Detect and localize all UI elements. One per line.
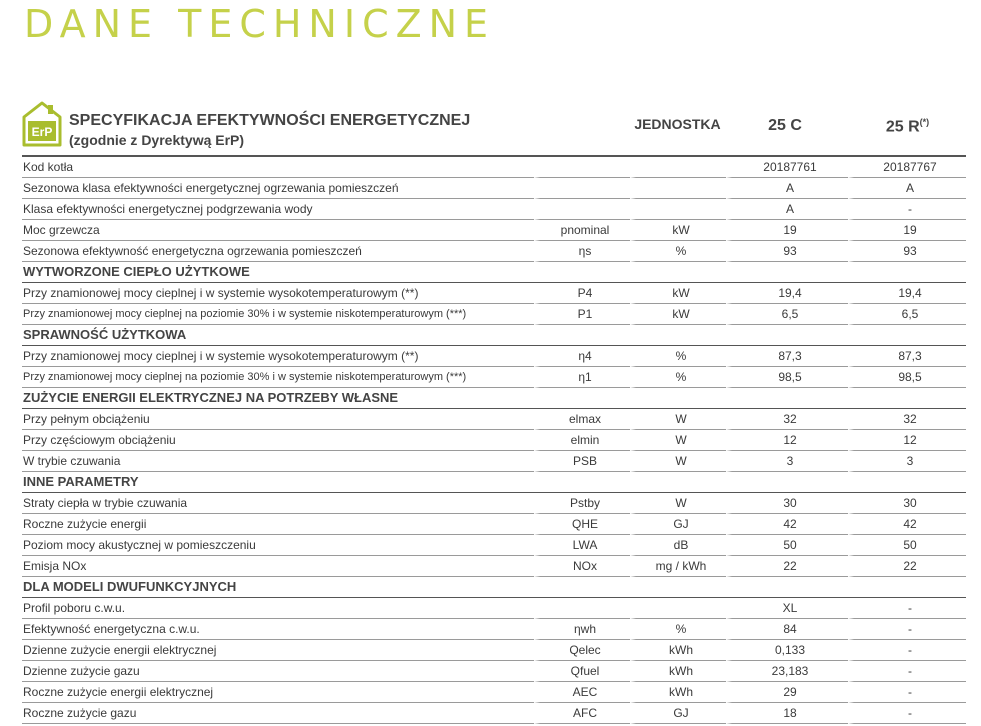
row-symbol [534, 178, 630, 199]
row-unit: kWh [630, 661, 726, 682]
row-value-25c: 0,133 [726, 640, 848, 661]
row-label: Kod kotła [22, 157, 534, 178]
row-value-25r: 87,3 [848, 346, 966, 367]
table-row [22, 220, 966, 241]
column-header-model-25c: 25 C [768, 117, 802, 134]
table-row [22, 514, 966, 535]
row-unit: kW [630, 304, 726, 325]
row-value-25c: 20187761 [726, 157, 848, 178]
row-label: Poziom mocy akustycznej w pomieszczeniu [22, 535, 534, 556]
row-value-25r: 50 [848, 535, 966, 556]
table-row [22, 451, 966, 472]
section-title: ZUŻYCIE ENERGII ELEKTRYCZNEJ NA POTRZEBY WŁASNE [22, 388, 966, 409]
row-value-25r: - [848, 199, 966, 220]
row-value-25r: - [848, 703, 966, 724]
row-symbol: P1 [534, 304, 630, 325]
row-symbol: AEC [534, 682, 630, 703]
row-symbol: NOx [534, 556, 630, 577]
row-value-25r: 12 [848, 430, 966, 451]
row-value-25r: 19,4 [848, 283, 966, 304]
row-unit: % [630, 367, 726, 388]
page-title: DANE TECHNICZNE [24, 2, 496, 46]
section-header-row [22, 325, 966, 346]
row-unit: kW [630, 283, 726, 304]
row-label: Przy znamionowej mocy cieplnej na poziomie 30% i w systemie niskotemperaturowym (***) [22, 304, 534, 325]
row-symbol [534, 157, 630, 178]
row-value-25c: 3 [726, 451, 848, 472]
row-symbol: elmax [534, 409, 630, 430]
model-25r-footnote: (*) [919, 117, 930, 127]
spec-table [22, 155, 966, 724]
row-value-25r: 22 [848, 556, 966, 577]
row-value-25c: 19,4 [726, 283, 848, 304]
row-unit: W [630, 430, 726, 451]
table-row [22, 178, 966, 199]
row-value-25r: - [848, 661, 966, 682]
row-symbol: pnominal [534, 220, 630, 241]
row-label: Efektywność energetyczna c.w.u. [22, 619, 534, 640]
row-value-25c: A [726, 199, 848, 220]
column-header-model-25r [850, 117, 965, 136]
row-unit: W [630, 451, 726, 472]
row-unit: % [630, 241, 726, 262]
table-row [22, 430, 966, 451]
row-symbol: QHE [534, 514, 630, 535]
row-value-25c: 12 [726, 430, 848, 451]
row-value-25c: A [726, 178, 848, 199]
row-symbol [534, 598, 630, 619]
row-value-25c: 23,183 [726, 661, 848, 682]
spec-table-body [22, 157, 966, 724]
row-label: Roczne zużycie energii [22, 514, 534, 535]
spec-title: SPECYFIKACJA EFEKTYWNOŚCI ENERGETYCZNEJ [69, 112, 471, 129]
row-value-25c: 50 [726, 535, 848, 556]
row-value-25r: - [848, 598, 966, 619]
row-value-25c: 32 [726, 409, 848, 430]
row-value-25r: 93 [848, 241, 966, 262]
row-value-25r: A [848, 178, 966, 199]
row-value-25r: 30 [848, 493, 966, 514]
row-label: Straty ciepła w trybie czuwania [22, 493, 534, 514]
row-symbol: ηs [534, 241, 630, 262]
row-value-25r: 42 [848, 514, 966, 535]
row-symbol: η4 [534, 346, 630, 367]
row-label: Przy znamionowej mocy cieplnej na poziomie 30% i w systemie niskotemperaturowym (***) [22, 367, 534, 388]
row-label: Dzienne zużycie gazu [22, 661, 534, 682]
section-title: INNE PARAMETRY [22, 472, 966, 493]
row-value-25c: 18 [726, 703, 848, 724]
section-header-row [22, 577, 966, 598]
row-value-25r: 3 [848, 451, 966, 472]
row-unit: kWh [630, 682, 726, 703]
erp-logo-text: ErP [31, 125, 53, 139]
row-value-25r: - [848, 619, 966, 640]
row-label: W trybie czuwania [22, 451, 534, 472]
row-value-25r: - [848, 682, 966, 703]
row-value-25c: 87,3 [726, 346, 848, 367]
row-unit [630, 598, 726, 619]
row-value-25c: 98,5 [726, 367, 848, 388]
section-header-row [22, 262, 966, 283]
row-unit [630, 178, 726, 199]
row-symbol: η1 [534, 367, 630, 388]
section-header-row [22, 388, 966, 409]
row-symbol: AFC [534, 703, 630, 724]
row-value-25c: 6,5 [726, 304, 848, 325]
row-symbol: P4 [534, 283, 630, 304]
row-symbol [534, 199, 630, 220]
row-unit: kWh [630, 640, 726, 661]
table-row [22, 556, 966, 577]
table-row [22, 619, 966, 640]
row-unit: W [630, 493, 726, 514]
row-value-25c: 22 [726, 556, 848, 577]
row-label: Emisja NOx [22, 556, 534, 577]
table-row [22, 598, 966, 619]
row-unit [630, 157, 726, 178]
row-symbol: PSB [534, 451, 630, 472]
table-row [22, 157, 966, 178]
row-unit: GJ [630, 514, 726, 535]
row-unit: mg / kWh [630, 556, 726, 577]
row-value-25r: 20187767 [848, 157, 966, 178]
row-label: Przy znamionowej mocy cieplnej i w systemie wysokotemperaturowym (**) [22, 346, 534, 367]
row-value-25c: 30 [726, 493, 848, 514]
row-unit: dB [630, 535, 726, 556]
row-label: Sezonowa klasa efektywności energetycznej ogrzewania pomieszczeń [22, 178, 534, 199]
row-label: Przy pełnym obciążeniu [22, 409, 534, 430]
table-row [22, 493, 966, 514]
row-value-25c: 93 [726, 241, 848, 262]
section-title: SPRAWNOŚĆ UŻYTKOWA [22, 325, 966, 346]
row-value-25c: XL [726, 598, 848, 619]
row-unit: kW [630, 220, 726, 241]
row-label: Moc grzewcza [22, 220, 534, 241]
row-label: Roczne zużycie gazu [22, 703, 534, 724]
row-label: Klasa efektywności energetycznej podgrzewania wody [22, 199, 534, 220]
row-value-25r: - [848, 640, 966, 661]
row-unit: % [630, 346, 726, 367]
table-row [22, 346, 966, 367]
row-symbol: elmin [534, 430, 630, 451]
table-row [22, 409, 966, 430]
row-label: Przy znamionowej mocy cieplnej i w systemie wysokotemperaturowym (**) [22, 283, 534, 304]
row-symbol: Qelec [534, 640, 630, 661]
row-unit: GJ [630, 703, 726, 724]
row-value-25r: 6,5 [848, 304, 966, 325]
row-label: Roczne zużycie energii elektrycznej [22, 682, 534, 703]
table-row [22, 304, 966, 325]
table-row [22, 703, 966, 724]
row-value-25c: 42 [726, 514, 848, 535]
column-header-unit: JEDNOSTKA [634, 116, 721, 132]
section-title: WYTWORZONE CIEPŁO UŻYTKOWE [22, 262, 966, 283]
table-row [22, 682, 966, 703]
section-title: DLA MODELI DWUFUNKCYJNYCH [22, 577, 966, 598]
table-row [22, 283, 966, 304]
row-value-25c: 19 [726, 220, 848, 241]
row-value-25r: 19 [848, 220, 966, 241]
row-unit: % [630, 619, 726, 640]
row-symbol: Pstby [534, 493, 630, 514]
table-row [22, 661, 966, 682]
model-25r-label: 25 R [885, 118, 920, 136]
table-row [22, 367, 966, 388]
row-value-25r: 32 [848, 409, 966, 430]
row-unit: W [630, 409, 726, 430]
table-row [22, 535, 966, 556]
table-row [22, 241, 966, 262]
row-label: Profil poboru c.w.u. [22, 598, 534, 619]
table-row [22, 640, 966, 661]
row-label: Dzienne zużycie energii elektrycznej [22, 640, 534, 661]
table-row [22, 199, 966, 220]
row-label: Przy częściowym obciążeniu [22, 430, 534, 451]
erp-house-icon [22, 101, 62, 147]
section-header-row [22, 472, 966, 493]
row-value-25c: 84 [726, 619, 848, 640]
row-unit [630, 199, 726, 220]
row-symbol: LWA [534, 535, 630, 556]
spec-subtitle: (zgodnie z Dyrektywą ErP) [69, 132, 245, 148]
row-symbol: Qfuel [534, 661, 630, 682]
row-value-25c: 29 [726, 682, 848, 703]
row-label: Sezonowa efektywność energetyczna ogrzewania pomieszczeń [22, 241, 534, 262]
row-symbol: ηwh [534, 619, 630, 640]
row-value-25r: 98,5 [848, 367, 966, 388]
